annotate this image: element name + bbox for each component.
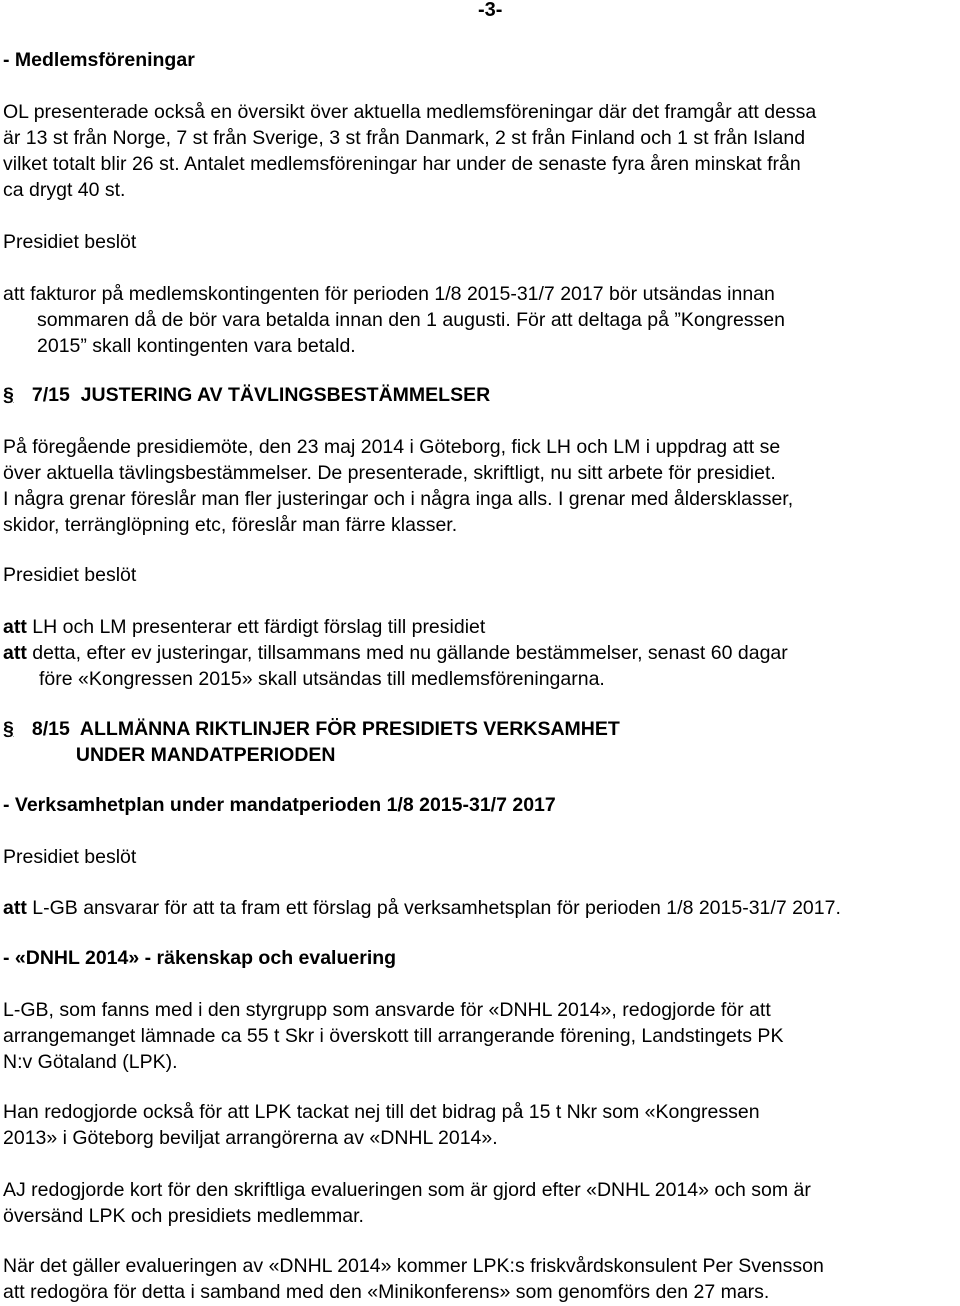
text-line: över aktuella tävlingsbestämmelser. De presenterade, skriftligt, nu sitt arbete för presidiet.	[3, 462, 776, 484]
text-line: översänd LPK och presidiets medlemmar.	[3, 1205, 364, 1227]
text-line: före «Kongressen 2015» skall utsändas till medlemsföreningarna.	[39, 668, 605, 690]
text-line: 2015” skall kontingenten vara betald.	[37, 335, 356, 357]
att-word: att	[3, 616, 27, 638]
paragraph	[3, 1177, 952, 1229]
text-line: I några grenar föreslår man fler justeringar och i några inga alls. I grenar med åldersklasser,	[3, 488, 794, 510]
decision-label: Presidiet beslöt	[3, 564, 137, 586]
members-paragraph	[3, 99, 952, 203]
members-heading: - Medlemsföreningar	[3, 49, 195, 71]
text-line: sommaren då de bör vara betalda innan den 1 augusti. För att deltaga på ”Kongressen	[37, 309, 785, 331]
section-title	[32, 716, 620, 768]
text-line: N:v Götaland (LPK).	[3, 1051, 178, 1073]
text-line: OL presenterade också en översikt över aktuella medlemsföreningar där det framgår att dessa	[3, 101, 817, 123]
section-title-line: 8/15 ALLMÄNNA RIKTLINJER FÖR PRESIDIETS VERKSAMHET	[31, 718, 620, 740]
text-line: När det gäller evalueringen av «DNHL 2014» kommer LPK:s friskvårdskonsulent Per Svensson	[3, 1255, 824, 1277]
text-line: vilket totalt blir 26 st. Antalet medlemsföreningar har under de senaste fyra åren minskat från	[3, 153, 801, 175]
text-line: är 13 st från Norge, 7 st från Sverige, 3 st från Danmark, 2 st från Finland och 1 st från Island	[3, 127, 806, 149]
subheading-workplan: - Verksamhetplan under mandatperioden 1/8 2015-31/7 2017	[3, 794, 556, 816]
att-text: detta, efter ev justeringar, tillsammans med nu gällande bestämmelser, senast 60 dagar	[26, 642, 788, 664]
page-number: -3-	[478, 0, 503, 21]
text-line: skidor, terränglöpning etc, föreslår man färre klasser.	[3, 514, 458, 536]
text-line: AJ redogjorde kort för den skriftliga evalueringen som är gjord efter «DNHL 2014» och som är	[3, 1179, 811, 1201]
att-item	[3, 614, 952, 640]
text-line: L-GB, som fanns med i den styrgrupp som ansvarde för «DNHL 2014», redogjorde för att	[3, 999, 771, 1021]
text-line: arrangemanget lämnade ca 55 t Skr i överskott till arrangerande förening, Landstingets PK	[3, 1025, 784, 1047]
section-title-line: UNDER MANDATPERIODEN	[75, 744, 336, 766]
paragraph-sign: §	[3, 718, 14, 740]
paragraph	[3, 1253, 952, 1305]
decision-att	[3, 281, 952, 359]
paragraph-sign: §	[3, 384, 14, 406]
text-line: 2013» i Göteborg beviljat arrangörerna av «DNHL 2014».	[3, 1127, 498, 1149]
att-word: att	[3, 897, 27, 919]
att-text: LH och LM presenterar ett färdigt förslag till presidiet	[26, 616, 486, 638]
section-title: 7/15 JUSTERING AV TÄVLINGSBESTÄMMELSER	[31, 384, 491, 406]
section-7-paragraph	[3, 434, 952, 538]
decision-label: Presidiet beslöt	[3, 846, 137, 868]
att-text: L-GB ansvarar för att ta fram ett förslag på verksamhetsplan för perioden 1/8 2015-31/7 2017.	[26, 897, 841, 919]
decision-label: Presidiet beslöt	[3, 231, 137, 253]
decision-att-list	[3, 614, 952, 692]
subheading-dnhl: - «DNHL 2014» - räkenskap och evaluering	[3, 947, 397, 969]
text-line: På föregående presidiemöte, den 23 maj 2014 i Göteborg, fick LH och LM i uppdrag att se	[3, 436, 781, 458]
text-line: ca drygt 40 st.	[3, 179, 126, 201]
paragraph	[3, 997, 952, 1075]
att-word: att	[3, 642, 27, 664]
section-7-heading	[3, 382, 952, 408]
text-line: att fakturor på medlemskontingenten för perioden 1/8 2015-31/7 2017 bör utsändas innan	[3, 283, 775, 305]
section-8-heading	[3, 716, 952, 768]
paragraph	[3, 1099, 952, 1151]
text-line: att redogöra för detta i samband med den «Minikonferens» som genomförs den 27 mars.	[3, 1281, 770, 1303]
att-item	[3, 895, 952, 921]
att-item	[3, 640, 952, 666]
text-line: Han redogjorde också för att LPK tackat nej till det bidrag på 15 t Nkr som «Kongressen	[3, 1101, 760, 1123]
